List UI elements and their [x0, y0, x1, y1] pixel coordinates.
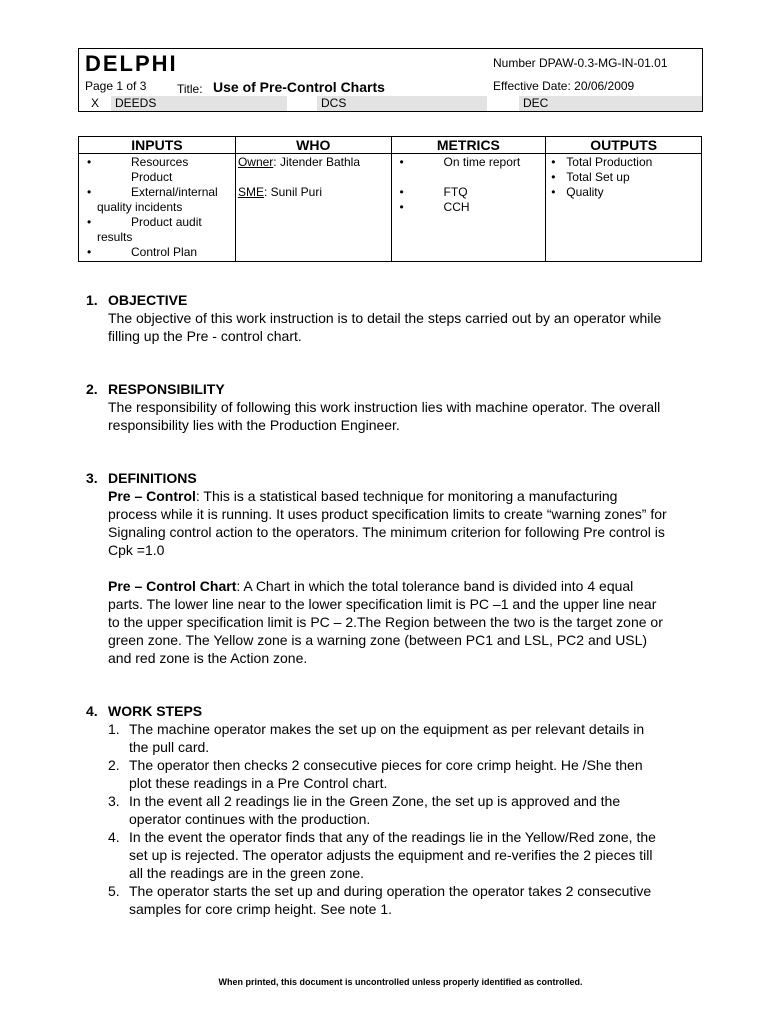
footer-notice: When printed, this document is uncontrolled unless properly identified as controlled.: [218, 977, 583, 987]
list-item-continuation: results: [97, 230, 133, 244]
metrics-cell: [391, 154, 546, 262]
sme-label: SME: [237, 185, 264, 199]
list-item: • Resources: [81, 155, 233, 170]
section-work-steps: [86, 702, 716, 918]
division-row: [79, 96, 702, 111]
list-item: 2. The operator then checks 2 consecutive pieces for core crimp height. He /She then plot these readings in a Pre Control chart.: [108, 757, 643, 791]
list-item: • Total Production: [548, 155, 699, 170]
list-item: 3. In the event all 2 readings lie in the Green Zone, the set up is approved and the operator continues with the production.: [108, 793, 621, 827]
section-body: Pre – Control: This is a statistical based technique for monitoring a manufacturing process while it is running. It uses product specification limits to create “warning zones” for Signaling control action to the operators. The minimum criterion for following Pre control is Cpk =1.0 Pre – Control Chart: A Chart in which the total tolerance band is divided into 4 equal parts. The lower line near to the lower specification limit is PC –1 and the upper line near to the upper specification limit is PC – 2.The Region between the two is the target zone or green zone. The Yellow zone is a warning zone (between PC1 and LSL, PC2 and USL) and red zone is the Action zone.: [108, 488, 667, 666]
section-heading: 4. WORK STEPS: [86, 703, 203, 719]
delphi-logo: DELPHI: [85, 51, 178, 76]
list-item-continuation: quality incidents: [97, 200, 183, 214]
list-item: Product: [131, 170, 173, 184]
list-item: • Control Plan: [81, 245, 233, 260]
list-item: 5. The operator starts the set up and during operation the operator takes 2 consecutive samples for core crimp height. See note 1.: [108, 883, 652, 917]
division-dec: DEC: [519, 96, 702, 111]
header-metrics: METRICS: [391, 137, 546, 154]
division-mark: X: [79, 96, 111, 111]
section-body: The objective of this work instruction is to detail the steps carried out by an operator while filling up the Pre - control chart.: [108, 310, 662, 344]
io-table: [78, 136, 702, 262]
owner-label: Owner: [237, 155, 274, 169]
division-spacer: [287, 96, 317, 111]
section-definitions: [86, 469, 716, 667]
term-pre-control: Pre – Control: [108, 488, 196, 504]
section-heading: 1. OBJECTIVE: [86, 292, 188, 308]
list-item: 4. In the event the operator finds that any of the readings lie in the Yellow/Red zone, the set up is rejected. The operator adjusts the equipment and re-verifies the 2 pieces till all the readings are in the green zone.: [108, 829, 656, 881]
list-item: • CCH: [394, 200, 544, 215]
page-indicator: Page 1 of 3: [85, 79, 147, 93]
document-header: [78, 48, 703, 112]
section-body: The responsibility of following this work instruction lies with machine operator. The overall responsibility lies with the Production Engineer.: [108, 399, 661, 433]
division-deeds: DEEDS: [111, 96, 287, 111]
sme-name: : Sunil Puri: [263, 185, 322, 199]
effective-date: Effective Date: 20/06/2009: [493, 79, 635, 93]
division-dcs: DCS: [317, 96, 487, 111]
list-item: • Total Set up: [548, 170, 699, 185]
document-title: Use of Pre-Control Charts: [213, 79, 385, 95]
sme-line: [238, 185, 389, 200]
owner-name: : Jitender Bathla: [273, 155, 360, 169]
list-item: • On time report: [394, 155, 544, 170]
steps-list: [86, 720, 716, 918]
header-inputs: INPUTS: [79, 137, 236, 154]
division-spacer: [487, 96, 519, 111]
outputs-cell: [546, 154, 702, 262]
list-item: • FTQ: [394, 185, 544, 200]
section-heading: 3. DEFINITIONS: [86, 470, 197, 486]
list-item: • Quality: [548, 185, 699, 200]
term-pre-control-chart: Pre – Control Chart: [108, 578, 237, 594]
section-heading: 2. RESPONSIBILITY: [86, 381, 225, 397]
section-responsibility: [86, 380, 716, 434]
list-item: • External/internal: [81, 185, 233, 200]
owner-line: [238, 155, 389, 170]
header-outputs: OUTPUTS: [546, 137, 702, 154]
section-objective: [86, 291, 716, 345]
list-item: 1. The machine operator makes the set up on the equipment as per relevant details in the pull card.: [108, 721, 645, 755]
who-cell: [235, 154, 391, 262]
inputs-cell: [79, 154, 236, 262]
list-item: • Product audit: [81, 215, 233, 230]
header-who: WHO: [235, 137, 391, 154]
document-number: Number DPAW-0.3-MG-IN-01.01: [493, 56, 668, 70]
title-label: Title:: [177, 82, 203, 96]
